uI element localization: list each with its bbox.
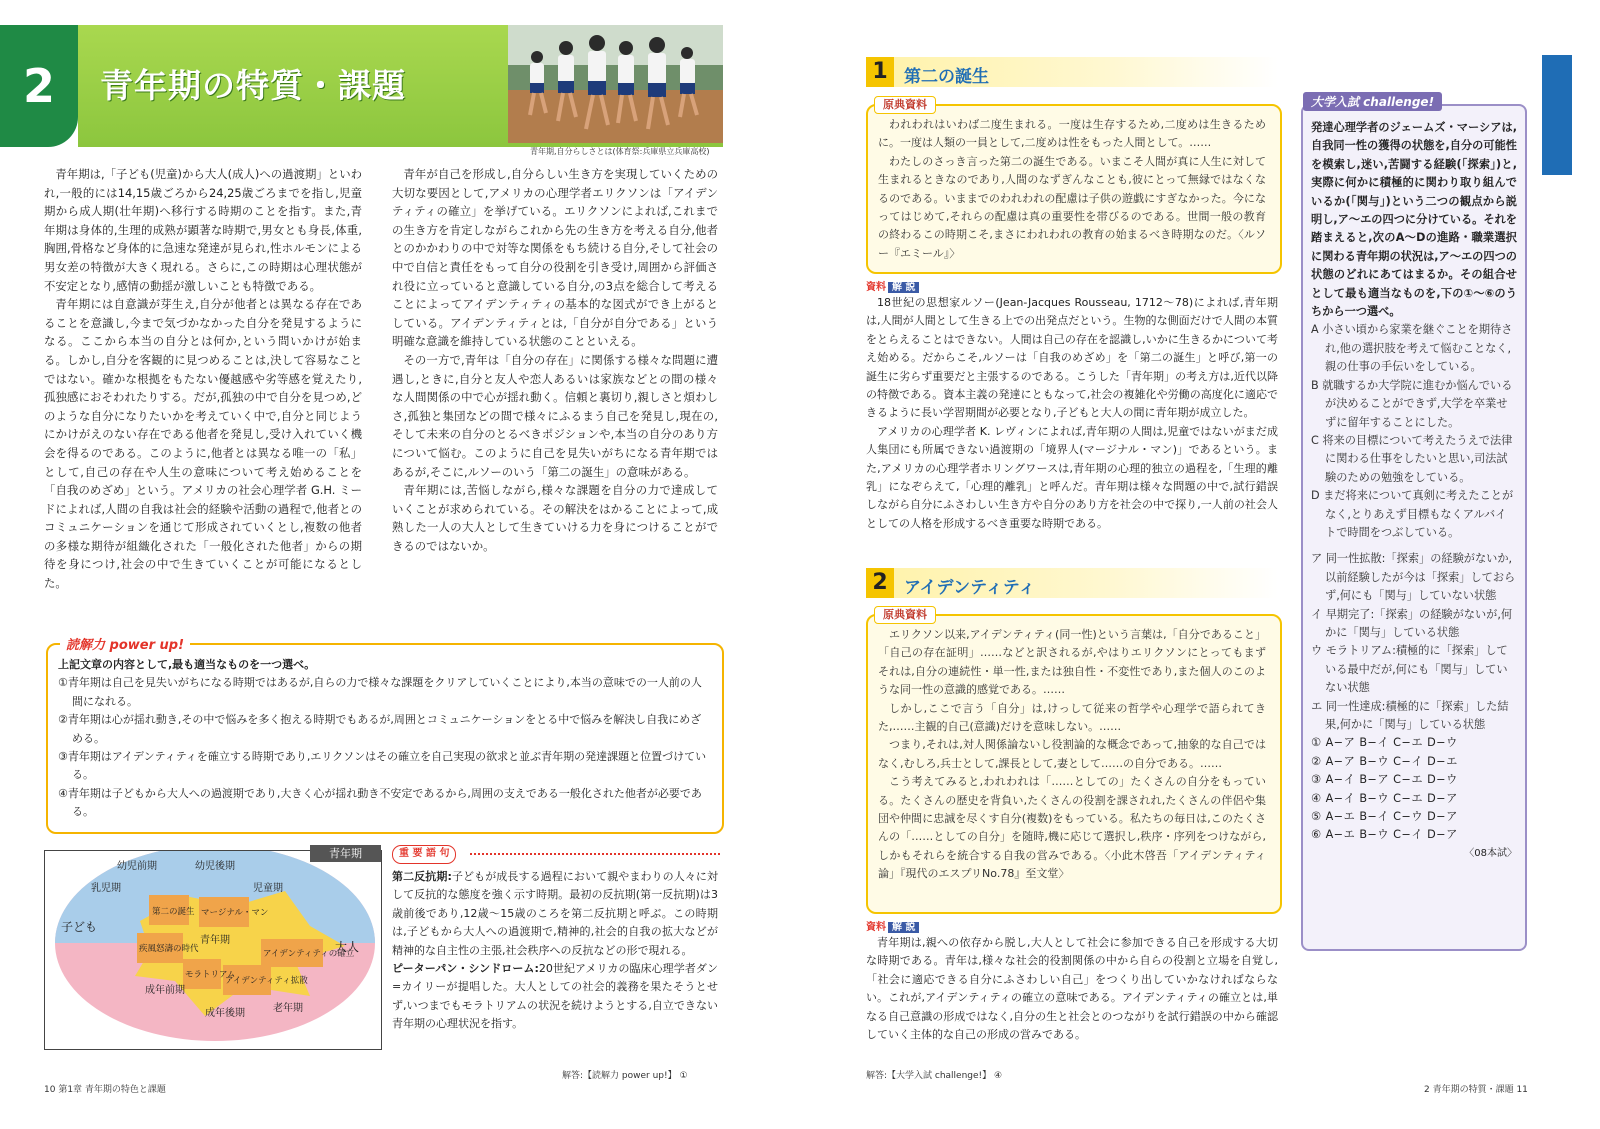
powerup-question: 上記文章の内容として,最も適当なものを一つ選べ。 xyxy=(58,658,316,671)
page-title: 青年期の特質・課題 xyxy=(100,66,406,105)
athletes-photo xyxy=(508,25,723,143)
life-stage-diagram xyxy=(45,851,381,1049)
source-tag-1: 原典資料 xyxy=(874,96,936,114)
key-term-entry xyxy=(392,960,718,1034)
powerup-option-3: ③青年期はアイデンティティを確立する時期であり,エリクソンはその確立を自己実現の欲求と並ぶ青年期の発達課題と位置づけている。 xyxy=(58,750,707,782)
situation-b: B 就職するか大学院に進むか悩んでいるが決めることができず,大学を卒業せずに留年することにした。 xyxy=(1311,378,1513,429)
state-i: イ 早期完了:「探索」の経験がないが,何かに「関与」している状態 xyxy=(1311,607,1513,639)
photo-caption: 青年期,自分らしさとは(体育祭:兵庫県立兵庫高校) xyxy=(530,147,710,156)
exam-challenge-tag: 大学入試 challenge! xyxy=(1303,92,1442,111)
label-youji-zenki: 幼児前期 xyxy=(117,861,157,872)
paragraph: 青年期には,苦悩しながら,様々な課題を自分の力で達成していくことが求められている。その解決をはかることによって,成熟した一人の大人として生きていける力を身につけることができるのではないか。 xyxy=(392,483,718,553)
answer-choice-6: ⑥ A−エ B−ウ C−イ D−ア xyxy=(1311,828,1458,842)
label-seinen-zenki: 成年前期 xyxy=(145,985,185,996)
label-seinenki: 青年期 xyxy=(200,935,230,946)
paragraph: アメリカの心理学者 K. レヴィンによれば,青年期の人間は,児童ではないがまだ成人集団にも所属できない過渡期の「境界人(マージナル・マン)」であるという。また,アメリカの心理学者ホリングワースは,青年期の心理的独立の過程を,「生理的離乳」になぞらえて,「心理的離乳」と呼んだ。青年期は様々な問題の中で,試行錯誤しながら自分にふさわしい生き方や自分のあり方を社会の中で探り,一人前の社会人としての人格を形成するべき重要な時期である。 xyxy=(866,424,1278,530)
answer-choice-4: ④ A−イ B−ウ C−エ D−ア xyxy=(1311,791,1458,805)
source-paragraph: われわれはいわば二度生まれる。一度は生存するため,二度めは生きるために。一度は人類の一員として,二度めは性をもった人間として。…… xyxy=(878,118,1266,150)
paragraph: 青年期は,親への依存から脱し,大人として社会に参加できる自己を形成する大切な時期である。青年は,様々な社会的役割関係の中から自らの役割と立場を自覚し,「社会に適応できる自分にふさわしい自己」をつくり出していかなければならない。これが,アイデンティティの確立の意味である。アイデンティティの確立とは,単なる自己意識の形成ではなく,自分の生と社会とのつながりを試行錯誤の中から確認していく主体的な自己の形成の営みである。 xyxy=(866,936,1278,1042)
situation-d: D まだ将来について真剣に考えたことがなく,とりあえず目標もなくアルバイトで時間をつぶしている。 xyxy=(1311,489,1514,539)
commentary-label-2: 資料 解 説 xyxy=(866,918,919,933)
chapter-tab xyxy=(1542,55,1572,175)
powerup-option-4: ④青年期は子どもから大人への過渡期であり,大きく心が揺れ動き不安定であるから,周囲の支えである一般化された他者が必要である。 xyxy=(58,786,702,819)
source-paragraph: エリクソン以来,アイデンティティ(同一性)という言葉は,「自分であること」「自己の存在証明」……などと訳されるが,やはりエリクソンにとってもまずそれは,自分の連続性・単一性,または独自性・不変性であり,また個人のこのような同一性の意識的感覚である。…… xyxy=(878,628,1266,697)
adolescence-diagram xyxy=(44,850,382,1050)
label-shippuu: 疾風怒濤の時代 xyxy=(139,944,199,954)
challenge-question: 発達心理学者のジェームズ・マーシアは,自我同一性の獲得の状態を,自分の可能性を模索し,迷い,苦闘する経験(「探索」)と,実際に何かに積極的に関わり取り組んでいるか(「関与」)という二つの観点から説明し,ア〜エの四つに分けている。それを踏まえると,次のA〜Dの進路・職業選択に関わる青年期の状況は,ア〜エの四つの状態のどれにあてはまるか。その組合せとして最も適当なものを,下の①〜⑥のうちから一つ選べ。 xyxy=(1311,121,1517,319)
paragraph: その一方で,青年は「自分の存在」に関係する様々な問題に遭遇し,ときに,自分と友人や恋人あるいは家族などとの間の様々な人間関係の中で心が揺れ動く。信頼と裏切り,親しさと煩わしさ,孤独と集団などの間で様々にふるまう自己を発見し,現在の,そして未来の自分のとるべきポジションや,本当の自分のあり方について悩む。このように自己を見失いがちになる青年期ではあるが,そこに,ルソーのいう「第二の誕生」の意味がある。 xyxy=(392,352,718,479)
answer-choice-1: ① A−ア B−イ C−エ D−ウ xyxy=(1311,736,1458,750)
key-term: 第二反抗期: xyxy=(392,870,452,883)
situation-a: A 小さい頃から家業を継ぐことを期待され,他の選択肢を考えて悩むことなく,親の仕事の手伝いをしている。 xyxy=(1311,323,1513,374)
label-seinen-kouki: 成年後期 xyxy=(205,1008,245,1019)
state-e: エ 同一性達成:積極的に「探索」した結果,何かに「関与」している状態 xyxy=(1311,699,1509,731)
running-students-illustration xyxy=(508,25,723,143)
source-paragraph: わたしのさっき言った第二の誕生である。いまこそ人間が真に人生に対して生まれるときなのであり,人間のなずぎんなことも,彼にとって無縁ではなくなるのである。いままでのわれわれの配慮は子供の遊戯にすぎなかった。今になってはじめて,それらの配慮は真の重要性を帯びるのである。世間一般の教育の終わるこの時期こそ,まさにわれわれの教育の始まるべき時期なのだ。〈ルソー『エミール』〉 xyxy=(878,154,1266,260)
label-rounen: 老年期 xyxy=(273,1003,303,1014)
commentary-2 xyxy=(866,934,1278,1044)
paragraph: 青年期には自意識が芽生え,自分が他者とは異なる存在であることを意識し,今まで気づかなかった自分を発見するようになる。ここから本当の自分とは何か,という問いかけが始まる。しかし,自分を客観的に見つめることは,決して容易なことではない。確かな根拠をもたない優越感や劣等感を覚えたり,孤独感におそわれたりする。だが,孤独の中で自分を見つめ,どのような自分になりたいかを考えていく中で,自分と同じようにかけがえのない存在である他者を発見し,受け入れていく機会を得るのである。このように,他者とは異なる唯一の「私」として,自己の存在や人生の意味について考え始めることを「自我のめざめ」という。アメリカの社会心理学者 G.H. ミードによれば,人間の自我は社会的経験や活動の過程で,他者とのコミュニケーションを通じて形成されていくとし,複数の他者の多様な期待が組織化された「一般化された他者」からの期待を身につけ,社会の中で生きていくことが可能になるとした。 xyxy=(44,297,362,591)
source-text-1 xyxy=(878,116,1266,263)
source-tag-2: 原典資料 xyxy=(874,606,936,624)
label-jidou: 児童期 xyxy=(253,883,283,894)
footer-page-left: 10 第1章 青年期の特色と課題 xyxy=(44,1085,166,1095)
section-2-title: アイデンティティ xyxy=(904,578,1036,598)
diagram-tag: 青年期 xyxy=(310,845,381,862)
commentary-label-1: 資料 解 説 xyxy=(866,278,919,293)
answer-choice-5: ⑤ A−エ B−イ C−ウ D−ア xyxy=(1311,810,1458,824)
reading-powerup-body xyxy=(58,656,708,822)
label-daini: 第二の誕生 xyxy=(152,907,195,917)
key-terms-body xyxy=(392,868,718,1034)
section-1-title: 第二の誕生 xyxy=(904,67,989,87)
paragraph: 青年期は,「子ども(児童)から大人(成人)への過渡期」といわれ,一般的には14,15歳ごろから24,25歳ごろまでを指し,児童期から成人期(壮年期)へ移行する時期のことを指す。また,青年期は身体的,生理的成熟が顕著な時期で,男女とも身長,体重,胸囲,骨格など身体的に急速な発達が見られ,性ホルモンによる男女差の特徴が大きく現れる。さらに,この時期は心理状態が不安定となり,感情の動揺が激しいことも特徴である。 xyxy=(44,167,362,293)
label-kakusan: アイデンティティ拡散 xyxy=(225,976,308,986)
section-number: 2 xyxy=(0,25,78,147)
footer-answer-left: 解答:【読解力 power up!】 ① xyxy=(562,1071,688,1081)
section-2-number: 2 xyxy=(866,568,894,598)
paragraph: 青年が自己を形成し,自分らしい生き方を実現していくための大切な要因として,アメリカの心理学者エリクソンは「アイデンティティの確立」を挙げている。エリクソンによれば,これまでの生き方を肯定しながらこれから先の生き方を考える自分,他者とのかかわりの中で対等な関係をもち続ける自分,そして社会の中で自信と責任をもって自分の役割を引き受け,周囲から評価され役に立っていると意識している自分,の3点を総合して考えることによってアイデンティティの基本的な図式ができ上がるとしている。アイデンティティとは,「自分が自分である」という明確な意識を維持している状態のことといえる。 xyxy=(392,167,718,349)
powerup-option-1: ①青年期は自己を見失いがちになる時期ではあるが,自らの力で様々な課題をクリアしていくことにより,本当の意味での一人前の人間になれる。 xyxy=(58,676,702,708)
label-youji-kouki: 幼児後期 xyxy=(195,861,235,872)
label-nyuuji: 乳児期 xyxy=(91,883,121,894)
powerup-option-2: ②青年期は心が揺れ動き,その中で悩みを多く抱える時期でもあるが,周囲とコミュニケーションをとる中で悩みを解決し自我にめざめる。 xyxy=(58,713,702,745)
label-identity: アイデンティティの確立 xyxy=(263,949,355,959)
source-paragraph: こう考えてみると,われわれは「……としての」たくさんの自分をもっている。たくさんの歴史を背負い,たくさんの役割を課されれ,たくさんの伴侶や集団や仲間に忠誠を尽くす自分(複数)をもっている。私たちの毎日は,このたくさんの「……としての自分」を随時,機に応じて選択し,秩序・序列をつけながら,しかもそれらを統合する自我の営みである。〈小此木啓吾「アイデンティティ論」『現代のエスプリNo.78』至文堂〉 xyxy=(878,775,1266,881)
label-moratorium: モラトリアム xyxy=(185,970,236,980)
key-term-text: 子どもが成長する過程において親やまわりの人々に対して反抗的な態度を強く示す時期。最初の反抗期(第一反抗期)は3歳前後であり,12歳〜15歳のころを第二反抗期と呼ぶ。この時期は,子どもから大人への過渡期で,精神的,社会的自我の拡大などが精神的な自主性の主張,社会秩序への反抗などの形で現れる。 xyxy=(392,870,719,957)
key-terms-divider xyxy=(470,853,720,855)
source-paragraph: しかし,ここで言う「自分」は,けっして従来の哲学や心理学で語られてきた,……主観的自己(意識)だけを意味しない。…… xyxy=(878,701,1266,734)
section-1-number: 1 xyxy=(866,57,894,87)
footer-answer-right: 解答:【大学入試 challenge!】 ④ xyxy=(866,1071,1003,1081)
label-marginal: マージナル・マン xyxy=(201,908,269,918)
answer-choice-3: ③ A−イ B−ア C−エ D−ウ xyxy=(1311,773,1458,787)
paragraph: 18世紀の思想家ルソー(Jean-Jacques Rousseau, 1712〜78)によれば,青年期は,人間が人間として生きる上での出発点だという。生物的な側面だけで人間の本質をとらえることはできない。人間は自己の存在を認識し,いかに生きるかについて考え始める。だからこそ,ルソーは「自我のめざめ」を「第二の誕生」と呼び,第一の誕生に劣らず重要だと主張するのである。こうした「青年期」の考え方は,近代以降の特徴である。資本主義の発達にともなって,社会の複雑化や労働の高度化に適応できるように長い学習期間が必要となり,子どもと大人の間に青年期が成立した。 xyxy=(866,296,1278,420)
situation-c: C 将来の目標について考えたうえで法律に関わる仕事をしたいと思い,司法試験のための勉強をしている。 xyxy=(1311,433,1513,484)
key-terms-tag: 重 要 語 句 xyxy=(392,845,456,864)
key-term: ピーターパン・シンドローム: xyxy=(392,962,539,976)
challenge-source: 〈08本試〉 xyxy=(1464,847,1517,859)
source-paragraph: つまり,それは,対人関係論ないし役割論的な概念であって,抽象的な自己ではなく,むしろ,兵士として,課長として,妻として……の自分である。…… xyxy=(878,738,1266,770)
key-term-entry xyxy=(392,868,718,960)
source-text-2 xyxy=(878,626,1266,884)
body-column-2 xyxy=(392,165,718,555)
body-column-1 xyxy=(44,165,362,593)
commentary-1 xyxy=(866,294,1278,533)
answer-choices xyxy=(1311,734,1517,844)
state-a: ア 同一性拡散:「探索」の経験がないか,以前経験したが今は「探索」しておらず,何にも「関与」していない状態 xyxy=(1311,552,1516,603)
label-otona: 大人 xyxy=(335,940,360,954)
state-u: ウ モラトリアム:積極的に「探索」している最中だが,何にも「関与」していない状態 xyxy=(1311,644,1508,695)
reading-powerup-title: 読解力 power up! xyxy=(60,634,190,653)
footer-page-right: 2 青年期の特質・課題 11 xyxy=(1424,1085,1528,1095)
label-kodomo: 子ども xyxy=(61,920,98,934)
key-term-text: 20世紀アメリカの臨床心理学者ダン=カイリーが提唱した。大人としての社会的義務を果たそうとせず,いつまでもモラトリアムの状況を続けようとする,自立できない青年期の心理状況を指す。 xyxy=(392,962,718,1031)
exam-challenge-body xyxy=(1311,119,1517,863)
answer-choice-2: ② A−ア B−ウ C−イ D−エ xyxy=(1311,754,1458,768)
